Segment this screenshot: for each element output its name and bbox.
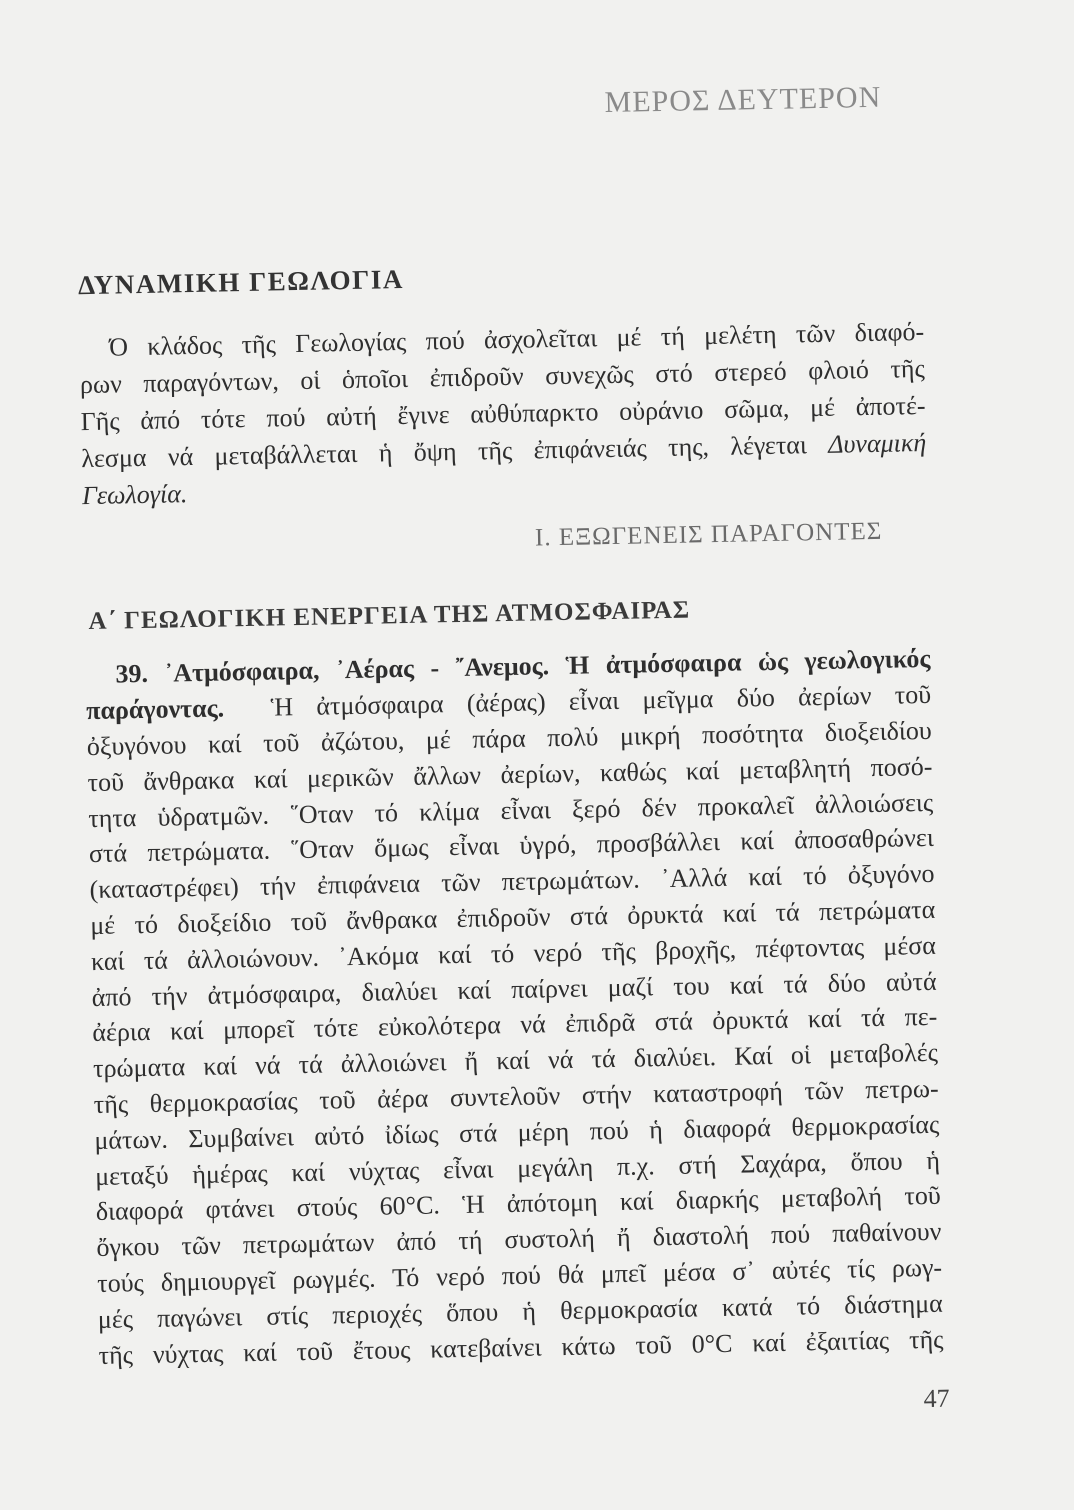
- text-line: ἀέρια καί μπορεῖ τότε εὐκολότερα νά ἐπιδρᾶ στά ὀρυκτά καί τά πε-: [92, 1002, 938, 1048]
- text-line: μέ τό διοξείδιο τοῦ ἄνθρακα ἐπιδροῦν στά ὀρυκτά καί τά πετρώματα: [90, 894, 936, 941]
- text-line: Γῆς ἀπό τότε πού αὐτή ἔγινε αὐθύπαρκτο οὐράνιο σῶμα, μέ ἀποτέ-: [80, 390, 926, 437]
- part-heading: ΜΕΡΟΣ ΔΕΥΤΕΡΟΝ: [604, 80, 882, 120]
- text-line: διαφορά φτάνει στούς 60°C. Ἡ ἀπότομη καί διαρκής μεταβολή τοῦ: [95, 1181, 941, 1227]
- text-line: ἀπό τήν ἀτμόσφαιρα, διαλύει καί παίρνει μαζί του καί τά δύο αὐτά: [91, 966, 937, 1012]
- italic-term: Δυναμική: [827, 427, 927, 459]
- text-line: τοῦ ἄνθρακα καί μερικῶν ἄλλων ἀερίων, καθώς καί μεταβλητή ποσό-: [87, 751, 933, 797]
- text-line: ὀξυγόνου καί τοῦ ἀζώτου, μέ πάρα πολύ μικρή ποσότητα διοξειδίου: [86, 715, 933, 762]
- text-line: τῆς θερμοκρασίας τοῦ ἀέρα συντελοῦν στήν καταστροφή τῶν πετρω-: [93, 1073, 939, 1120]
- text-line: ὄγκου τῶν πετρωμάτων ἀπό τή συστολή ἤ διαστολή πού παθαίνουν: [96, 1216, 942, 1263]
- text-line: τῆς νύχτας καί τοῦ ἔτους κατεβαίνει κάτω τοῦ 0°C καί ἐξαιτίας τῆς: [98, 1324, 944, 1370]
- text-fragment: Ἡ ἀτμόσφαιρα (ἀέρας) εἶναι μεῖγμα δύο ἀερίων τοῦ: [270, 679, 932, 722]
- text-line: μεταξύ ἡμέρας καί νύχτας εἶναι μεγάλη π.χ. στή Σαχάρα, ὅπου ἡ: [94, 1145, 941, 1191]
- text-line: τρώματα καί νά τά ἀλλοιώνει ἤ καί νά τά διαλύει. Καί οἱ μεταβολές: [92, 1038, 939, 1084]
- text-line: στά πετρώματα. ῞Οταν ὅμως εἶναι ὑγρό, προσβάλλει καί ἀποσαθρώνει: [88, 823, 935, 869]
- article-lead: 39. ᾿Ατμόσφαιρα, ᾿Αέρας - ῎Ανεμος. Ἡ ἀτμόσφαιρα ὡς γεωλογικός: [115, 643, 931, 689]
- chapter-title: ΔΥΝΑΜΙΚΗ ΓΕΩΛΟΓΙΑ: [77, 263, 405, 301]
- text-line: καί τά ἀλλοιώνουν. ᾿Ακόμα καί τό νερό τῆς βροχῆς, πέφτοντας μέσα: [90, 930, 937, 976]
- italic-term: Γεωλογία.: [81, 479, 188, 511]
- text-line: ρων παραγόντων, οἱ ὁποῖοι ἐπιδροῦν συνεχῶς στό στερεό φλοιό τῆς: [79, 353, 926, 400]
- text-line: μάτων. Συμβαίνει αὐτό ἰδίως στά μέρη πού ἡ διαφορά θερμοκρασίας: [94, 1109, 940, 1155]
- text-line: (καταστρέφει) τήν ἐπιφάνεια τῶν πετρωμάτων. ᾿Αλλά καί τό ὀξυγόνο: [89, 859, 935, 905]
- text-line: μές παγώνει στίς περιοχές ὅπου ἡ θερμοκρασία κατά τό διάστημα: [97, 1288, 944, 1334]
- page-number: 47: [923, 1383, 950, 1414]
- article-lead: παράγοντας.: [85, 693, 225, 726]
- text-fragment: λεσμα νά μεταβάλλεται ἡ ὄψη τῆς ἐπιφάνειάς της, λέγεται: [81, 430, 808, 474]
- text-line: [82, 465, 927, 511]
- text-line: τούς δημιουργεῖ ρωγμές. Τό νερό πού θά μπεῖ μέσα σ᾿ αὐτές τίς ρωγ-: [96, 1252, 943, 1299]
- subheading: Ι. ΕΞΩΓΕΝΕΙΣ ΠΑΡΑΓΟΝΤΕΣ: [534, 517, 883, 552]
- text-line: τητα ὑδρατμῶν. ῞Οταν τό κλίμα εἶναι ξερό δέν προκαλεῖ ἀλλοιώσεις: [87, 787, 934, 833]
- section-heading: Α΄ ΓΕΩΛΟΓΙΚΗ ΕΝΕΡΓΕΙΑ ΤΗΣ ΑΤΜΟΣΦΑΙΡΑΣ: [88, 596, 691, 636]
- text-line: Ό κλάδος τῆς Γεωλογίας πού ἀσχολεῖται μέ τή μελέτη τῶν διαφό-: [108, 316, 925, 362]
